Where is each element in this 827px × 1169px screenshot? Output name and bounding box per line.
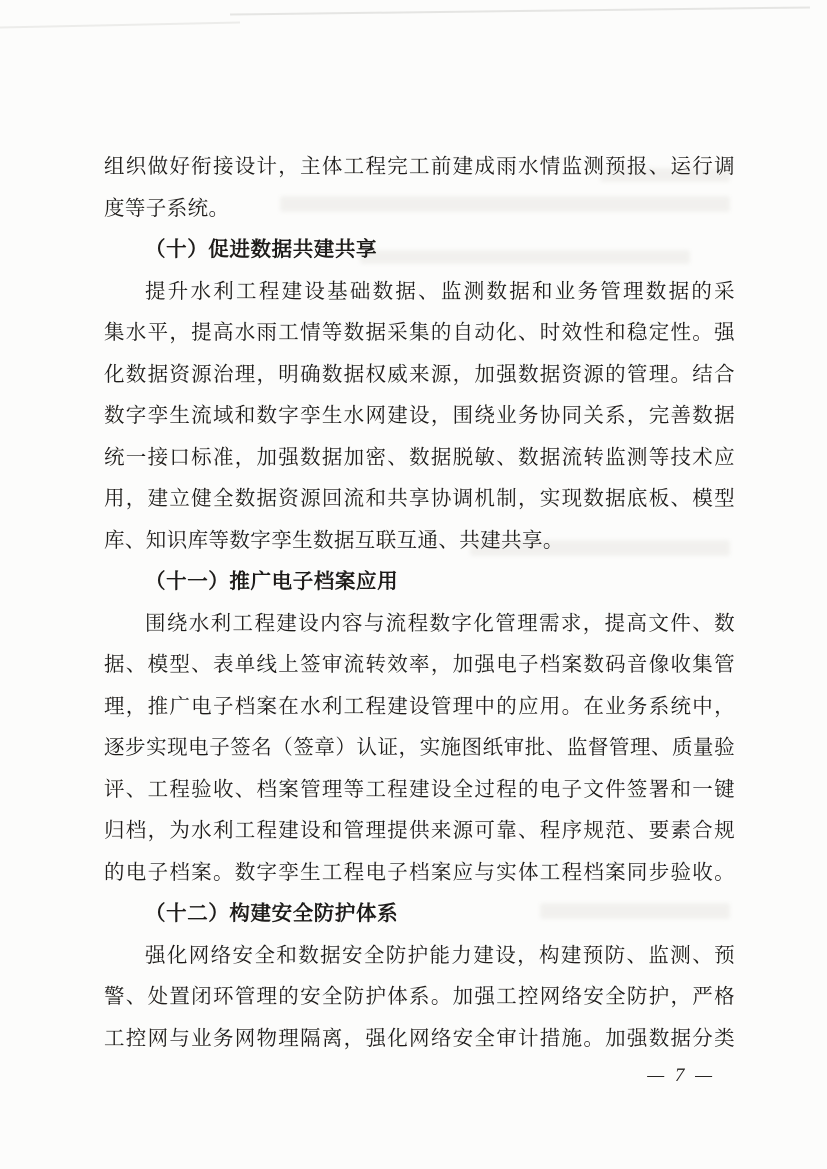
scan-edge-artifact [230,6,810,15]
section-heading: （十一）推广电子档案应用 [145,571,399,593]
text-line: 度等子系统。 [104,197,230,220]
text-line: 集水平，提高水雨工情等数据采集的自动化、时效性和稳定性。强 [104,322,735,344]
text-line: 化数据资源治理，明确数据权威来源，加强数据资源的管理。结合 [104,363,735,386]
page-number: — 7 — [647,1065,715,1086]
text-line: 统一接口标准，加强数据加密、数据脱敏、数据流转监测等技术应 [104,446,735,469]
text-line: 用，建立健全数据资源回流和共享协调机制，实现数据底板、模型 [104,488,735,510]
text-line: 据、模型、表单线上签审流转效率，加强电子档案数码音像收集管 [104,654,735,676]
text-line: 警、处置闭环管理的安全防护体系。加强工控网络安全防护，严格 [104,986,735,1008]
text-line: 数字孪生流域和数字孪生水网建设，围绕业务协同关系，完善数据 [104,405,735,427]
text-line: 围绕水利工程建设内容与流程数字化管理需求，提高文件、数 [145,612,735,635]
text-line: 逐步实现电子签名（签章）认证，实施图纸审批、监督管理、质量验 [104,737,735,759]
text-line: 归档，为水利工程建设和管理提供来源可靠、程序规范、要素合规 [104,820,735,842]
section-heading: （十二）构建安全防护体系 [145,903,399,925]
section-heading: （十）促进数据共建共享 [145,239,378,261]
text-line: 理，推广电子档案在水利工程建设管理中的应用。在业务系统中， [104,695,735,718]
text-line: 评、工程验收、档案管理等工程建设全过程的电子文件签署和一键 [104,778,735,801]
text-line: 提升水利工程建设基础数据、监测数据和业务管理数据的采 [145,280,735,303]
document-body [104,147,735,1060]
text-line: 强化网络安全和数据安全防护能力建设，构建预防、监测、预 [145,944,735,967]
text-line: 库、知识库等数字孪生数据互联互通、共建共享。 [104,529,564,552]
text-line: 工控网与业务网物理隔离，强化网络安全审计措施。加强数据分类 [104,1027,735,1050]
text-line: 组织做好衔接设计，主体工程完工前建成雨水情监测预报、运行调 [104,156,735,178]
text-line: 的电子档案。数字孪生工程电子档案应与实体工程档案同步验收。 [104,861,735,884]
scan-edge-artifact [0,21,240,28]
